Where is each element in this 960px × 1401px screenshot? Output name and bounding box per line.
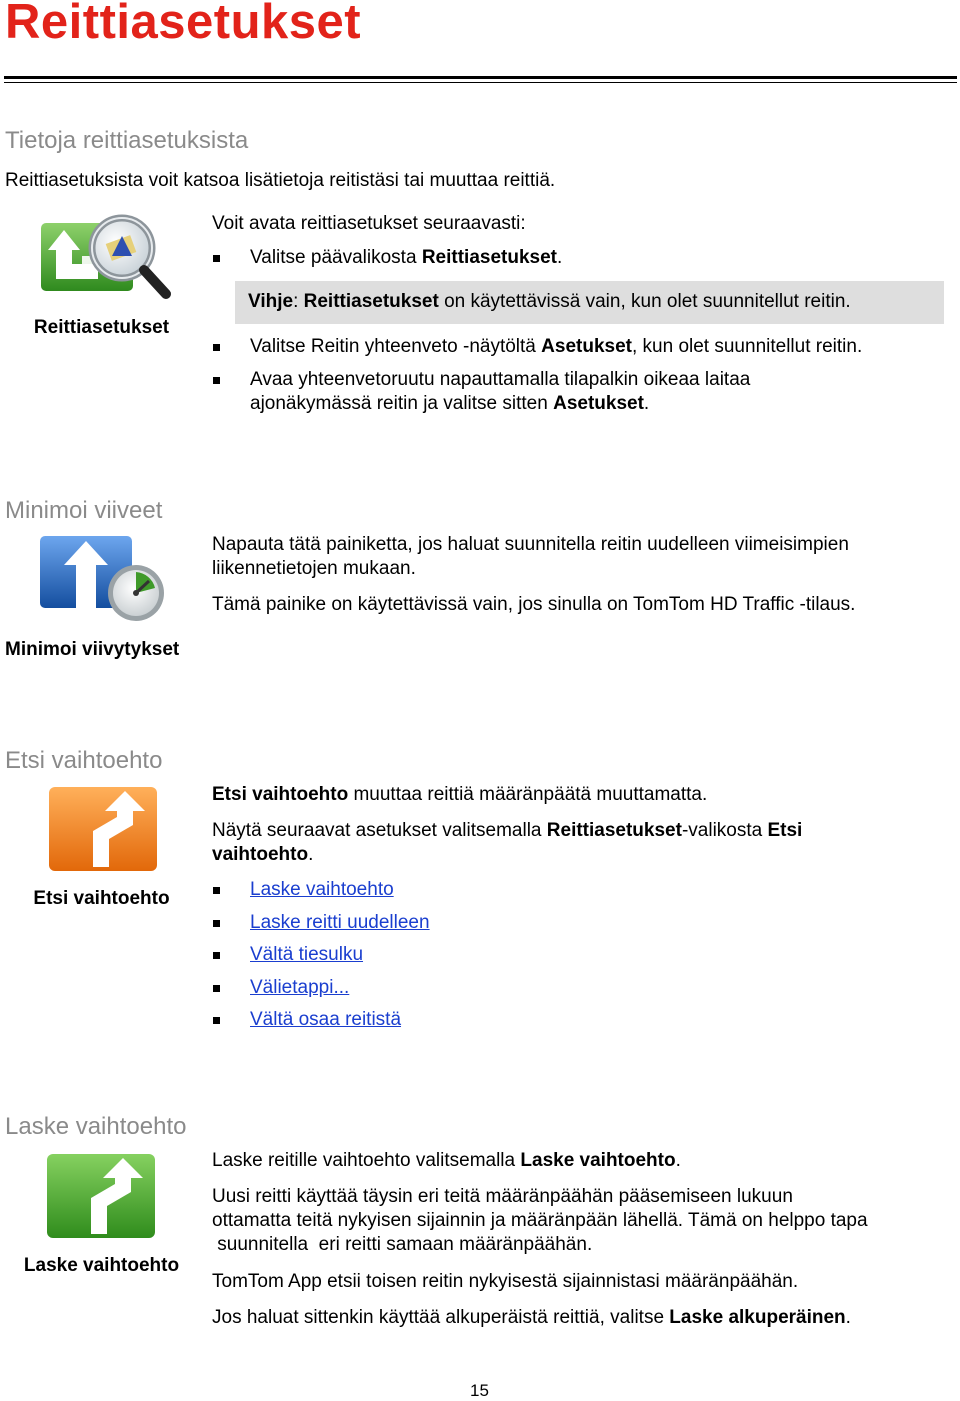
route-options-magnifier-icon xyxy=(38,210,176,302)
bullet-marker xyxy=(213,255,220,262)
calc-alt-search-note: TomTom App etsii toisen reitin nykyisestä sijainnistasi määränpäähän. xyxy=(212,1271,799,1292)
bullet-summary-screen: Valitse Reitin yhteenveto -näytöltä Asetukset, kun olet suunnitellut reitin. xyxy=(250,336,863,357)
link-avoid-part-of-route[interactable]: Vältä osaa reitistä xyxy=(250,1009,402,1030)
title-rule-thick xyxy=(4,76,957,79)
bullet-marker xyxy=(213,985,220,992)
find-alt-description: Etsi vaihtoehto muuttaa reittiä määränpäätä muuttamatta. xyxy=(212,784,708,805)
open-instructions: Voit avata reittiasetukset seuraavasti: xyxy=(212,213,526,234)
section-title-calc-alt: Laske vaihtoehto xyxy=(5,1113,187,1140)
find-alternative-label: Etsi vaihtoehto xyxy=(33,888,170,909)
tip-text: Vihje: Reittiasetukset on käytettävissä vain, kun olet suunnitellut reitin. xyxy=(248,291,851,312)
minimize-delays-label: Minimoi viivytykset xyxy=(5,639,180,660)
section-title-info: Tietoja reittiasetuksista xyxy=(5,127,249,154)
calc-alt-explanation: Uusi reitti käyttää täysin eri teitä määränpäähän pääsemiseen lukuun ottamatta teitä nykyisen sijainnin ja määränpään lähellä. Tämä on helppo tapa suunnitella eri reitti samaan määränpäähän. xyxy=(212,1186,868,1255)
bullet-marker xyxy=(213,1017,220,1024)
minimize-delays-icon xyxy=(38,533,168,623)
calc-alt-instruction: Laske reitille vaihtoehto valitsemalla Laske vaihtoehto. xyxy=(212,1150,681,1171)
find-alt-instructions: Näytä seuraavat asetukset valitsemalla Reittiasetukset-valikosta Etsi vaihtoehto. xyxy=(212,820,803,865)
bullet-marker xyxy=(213,920,220,927)
bullet-marker xyxy=(213,377,220,384)
minimize-availability: Tämä painike on käytettävissä vain, jos sinulla on TomTom HD Traffic -tilaus. xyxy=(212,594,856,615)
link-avoid-roadblock[interactable]: Vältä tiesulku xyxy=(250,944,364,965)
page-title: Reittiasetukset xyxy=(5,0,362,49)
calculate-alternative-icon xyxy=(45,1150,157,1242)
bullet-marker xyxy=(213,344,220,351)
bullet-summary-pane: Avaa yhteenvetoruutu napauttamalla tilapalkin oikeaa laitaa ajonäkymässä reitin ja valitse sitten Asetukset. xyxy=(250,369,751,414)
route-options-label: Reittiasetukset xyxy=(33,317,170,338)
bullet-main-menu: Valitse päävalikosta Reittiasetukset. xyxy=(250,247,563,268)
bullet-marker xyxy=(213,887,220,894)
section-title-minimize: Minimoi viiveet xyxy=(5,497,163,524)
title-rule-thin xyxy=(4,82,957,83)
info-intro: Reittiasetuksista voit katsoa lisätietoja reitistäsi tai muuttaa reittiä. xyxy=(5,170,556,191)
link-travel-via[interactable]: Välietappi... xyxy=(250,977,350,998)
calc-alt-original-note: Jos haluat sittenkin käyttää alkuperäistä reittiä, valitse Laske alkuperäinen. xyxy=(212,1307,851,1328)
find-alternative-icon xyxy=(47,783,159,875)
link-calculate-alternative[interactable]: Laske vaihtoehto xyxy=(250,879,394,900)
bullet-marker xyxy=(213,952,220,959)
section-title-find-alt: Etsi vaihtoehto xyxy=(5,747,163,774)
minimize-description: Napauta tätä painiketta, jos haluat suunnitella reitin uudelleen viimeisimpien liikennetietojen mukaan. xyxy=(212,534,849,579)
calculate-alternative-label: Laske vaihtoehto xyxy=(23,1255,180,1276)
page-number: 15 xyxy=(470,1381,489,1400)
link-recalculate-route[interactable]: Laske reitti uudelleen xyxy=(250,912,430,933)
